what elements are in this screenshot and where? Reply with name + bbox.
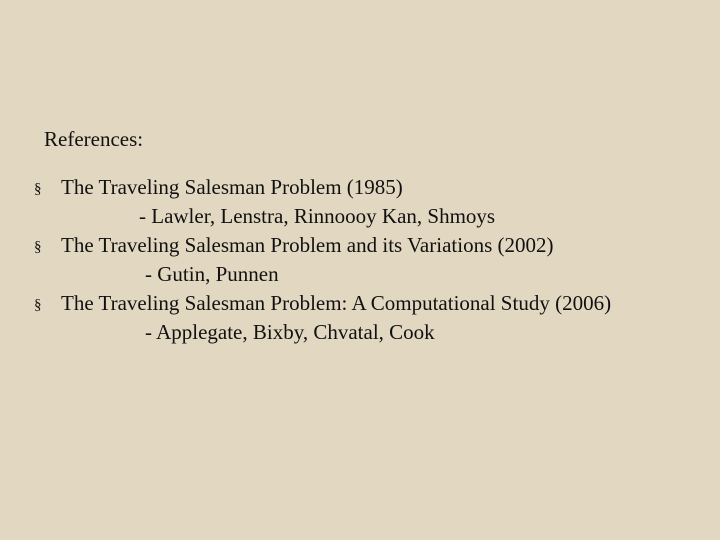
bullet-icon: §	[34, 297, 42, 313]
bullet-icon: §	[34, 239, 42, 255]
reference-authors: - Lawler, Lenstra, Rinnoooy Kan, Shmoys	[139, 204, 496, 228]
references-heading: References:	[44, 127, 144, 151]
reference-authors: - Gutin, Punnen	[145, 262, 279, 286]
reference-title: The Traveling Salesman Problem (1985)	[61, 175, 403, 199]
reference-authors: - Applegate, Bixby, Chvatal, Cook	[145, 320, 435, 344]
bullet-icon: §	[34, 181, 42, 197]
reference-title: The Traveling Salesman Problem: A Computational Study (2006)	[61, 291, 612, 315]
reference-title: The Traveling Salesman Problem and its Variations (2002)	[61, 233, 554, 257]
